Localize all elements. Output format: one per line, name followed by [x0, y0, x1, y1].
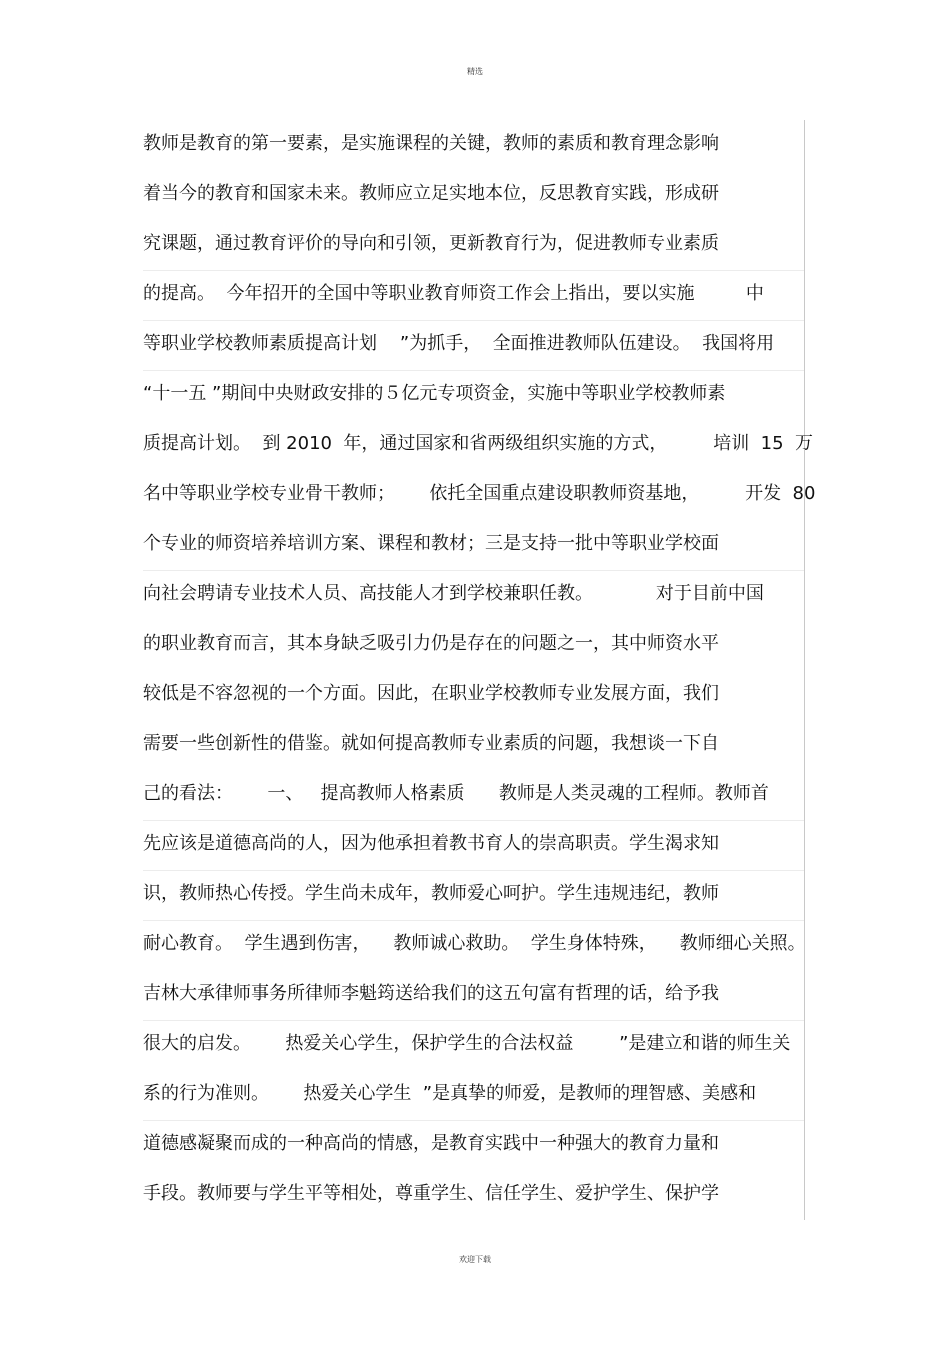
- text-line: [143, 520, 805, 570]
- line-text: 道德感凝聚而成的一种高尚的情感，是教育实践中一种强大的教育力量和: [143, 1133, 719, 1154]
- text-line: [143, 370, 805, 420]
- text-line: [143, 820, 805, 870]
- line-text: 己的看法： 一、 提高教师人格素质 教师是人类灵魂的工程师。教师首: [143, 783, 769, 804]
- text-line: [143, 570, 805, 620]
- page-header: 精选: [467, 67, 483, 76]
- line-text: 向社会聘请专业技术人员、高技能人才到学校兼职任教。 对于目前中国: [143, 583, 764, 604]
- body-text: [143, 120, 816, 1220]
- text-line: [143, 970, 805, 1020]
- text-line: [143, 220, 805, 270]
- line-text: 着当今的教育和国家未来。教师应立足实地本位，反思教育实践，形成研: [143, 183, 719, 204]
- text-line: [143, 1170, 805, 1220]
- line-text: “十一五 ”期间中央财政安排的５亿元专项资金，实施中等职业学校教师素: [143, 383, 726, 404]
- text-line: [143, 720, 805, 770]
- line-text: 系的行为准则。 热爱关心学生 ”是真挚的师爱，是教师的理智感、美感和: [143, 1083, 757, 1104]
- text-line: [143, 1070, 805, 1120]
- line-text: 很大的启发。 热爱关心学生，保护学生的合法权益 ”是建立和谐的师生关: [143, 1033, 791, 1054]
- text-line: [143, 420, 813, 470]
- line-text: 质提高计划。 到 2010 年，通过国家和省两级组织实施的方式， 培训 15 万: [143, 433, 813, 454]
- line-text: 个专业的师资培养培训方案、课程和教材；三是支持一批中等职业学校面: [143, 533, 719, 554]
- text-line: [143, 120, 805, 170]
- text-line: [143, 770, 805, 820]
- line-text: 手段。教师要与学生平等相处，尊重学生、信任学生、爱护学生、保护学: [143, 1183, 719, 1204]
- text-line: [143, 320, 805, 370]
- text-line: [143, 920, 805, 970]
- line-text: 识，教师热心传授。学生尚未成年，教师爱心呵护。学生违规违纪，教师: [143, 883, 719, 904]
- line-text: 耐心教育。 学生遇到伤害， 教师诚心救助。 学生身体特殊， 教师细心关照。: [143, 933, 806, 954]
- line-text: 先应该是道德高尚的人，因为他承担着教书育人的崇高职责。学生渴求知: [143, 833, 719, 854]
- line-text: 需要一些创新性的借鉴。就如何提高教师专业素质的问题，我想谈一下自: [143, 733, 719, 754]
- line-text: 吉林大承律师事务所律师李魁筠送给我们的这五句富有哲理的话，给予我: [143, 983, 719, 1004]
- line-text: 的提高。 今年招开的全国中等职业教育师资工作会上指出，要以实施 中: [143, 283, 764, 304]
- text-line: [143, 270, 805, 320]
- line-text: 究课题，通过教育评价的导向和引领，更新教育行为，促进教师专业素质: [143, 233, 719, 254]
- line-text: 名中等职业学校专业骨干教师； 依托全国重点建设职教师资基地， 开发 80: [143, 483, 816, 504]
- text-line: [143, 870, 805, 920]
- line-text: 教师是教育的第一要素，是实施课程的关键，教师的素质和教育理念影响: [143, 133, 719, 154]
- text-line: [143, 620, 805, 670]
- line-text: 较低是不容忽视的一个方面。因此，在职业学校教师专业发展方面，我们: [143, 683, 719, 704]
- page-footer: 欢迎下载: [459, 1255, 491, 1264]
- line-text: 等职业学校教师素质提高计划 ”为抓手， 全面推进教师队伍建设。 我国将用: [143, 333, 775, 354]
- text-line: [143, 470, 816, 520]
- line-text: 的职业教育而言，其本身缺乏吸引力仍是存在的问题之一，其中师资水平: [143, 633, 719, 654]
- text-line: [143, 170, 805, 220]
- text-line: [143, 1020, 805, 1070]
- text-line: [143, 1120, 805, 1170]
- text-line: [143, 670, 805, 720]
